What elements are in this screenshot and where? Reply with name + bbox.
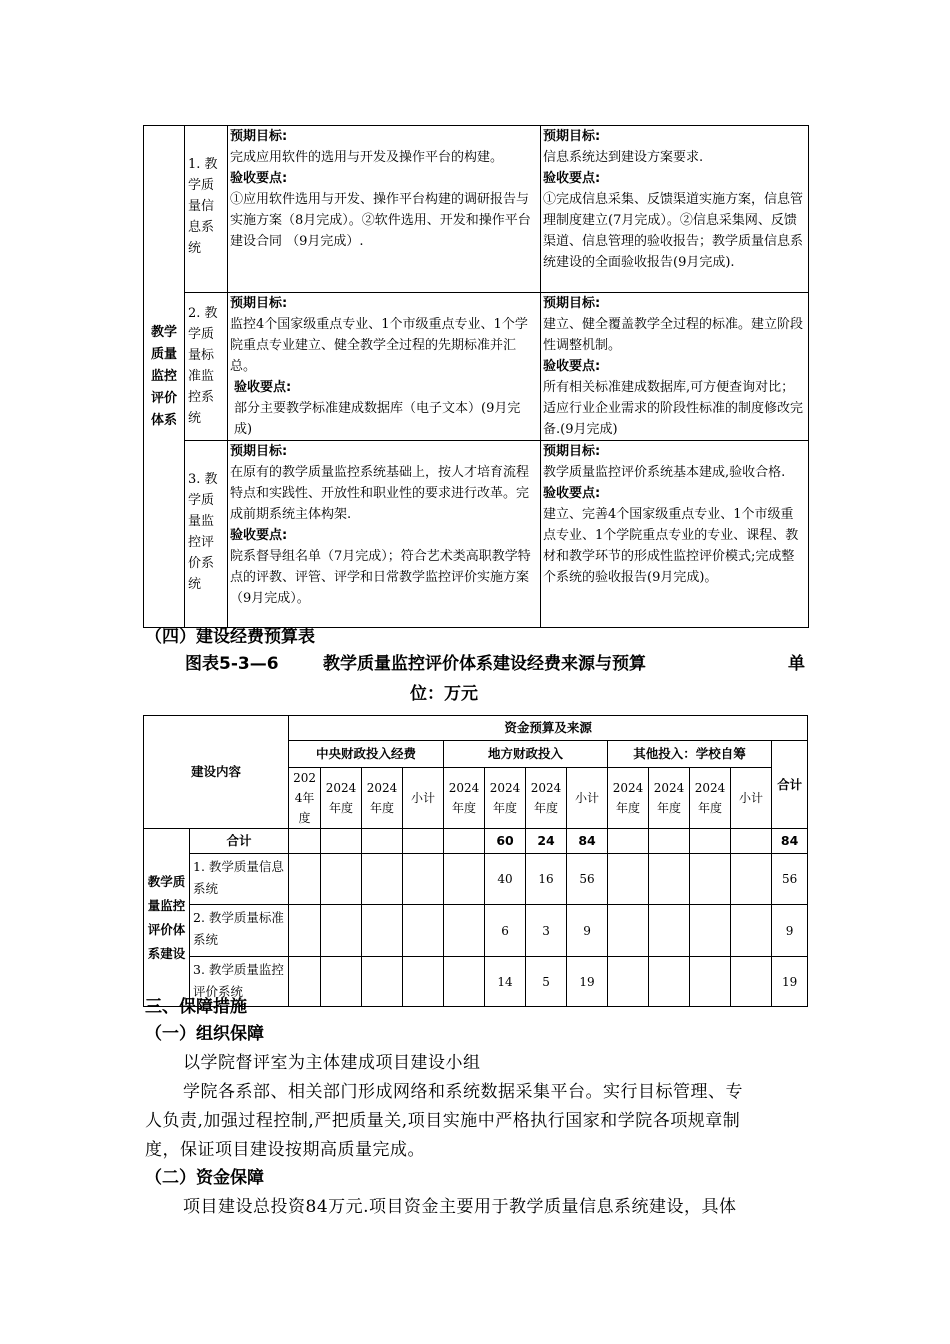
value-cell: 6 bbox=[485, 905, 526, 957]
goal-text: 教学质量监控评价系统基本建成,验收合格. bbox=[543, 465, 786, 480]
paragraph: 以学院督评室为主体建成项目建设小组 bbox=[183, 1053, 481, 1073]
value-cell: 19 bbox=[567, 957, 608, 1007]
value-cell: 14 bbox=[485, 957, 526, 1007]
item-cell: 2. 教学质量标准监控系统 bbox=[185, 293, 228, 441]
caption-unit: 位：万元 bbox=[410, 684, 478, 704]
check-text: 建立、完善4个国家级重点专业、1个市级重点专业、1个学院重点专业的专业、课程、教材和教学环节的形成性监控评价模式;完成整个系统的验收报告(9月完成)。 bbox=[543, 507, 799, 585]
goal-text: 在原有的教学质量监控系统基础上，按人才培育流程特点和实践性、开放性和职业性的要求进行改革。完成前期系统主体构架. bbox=[230, 465, 530, 522]
subtotal-header: 小计 bbox=[403, 768, 444, 829]
value-cell: 56 bbox=[567, 854, 608, 905]
check-label: 验收要点: bbox=[543, 171, 601, 186]
check-text: 所有相关标准建成数据库,可方便查询对比；适应行业企业需求的阶段性标准的制度修改完备.(9月完成) bbox=[543, 380, 804, 437]
total-header: 合计 bbox=[772, 741, 808, 829]
left-cell bbox=[228, 441, 541, 628]
value-cell: 40 bbox=[485, 854, 526, 905]
row-label: 合计 bbox=[190, 829, 289, 854]
content-header: 建设内容 bbox=[144, 716, 289, 829]
total-cell: 9 bbox=[772, 905, 808, 957]
value-cell: 24 bbox=[526, 829, 567, 854]
value-cell: 16 bbox=[526, 854, 567, 905]
value-cell: 60 bbox=[485, 829, 526, 854]
value-cell: 9 bbox=[567, 905, 608, 957]
goal-text: 监控4个国家级重点专业、1个市级重点专业、1个学院重点专业建立、健全教学全过程的先期标准并汇总。 bbox=[230, 317, 528, 374]
table-row bbox=[144, 441, 809, 628]
right-cell bbox=[541, 293, 809, 441]
caption-title: 教学质量监控评价体系建设经费来源与预算 bbox=[323, 654, 646, 674]
year-header: 2024年度 bbox=[690, 768, 731, 829]
table-row bbox=[144, 126, 809, 293]
year-header: 2024年度 bbox=[289, 768, 321, 829]
row-label: 1. 教学质量信息系统 bbox=[190, 854, 289, 905]
year-header: 2024年度 bbox=[526, 768, 567, 829]
caption-unit-prefix: 单 bbox=[788, 654, 805, 674]
goal-text: 建立、健全覆盖教学全过程的标准。建立阶段性调整机制。 bbox=[543, 317, 804, 353]
check-text: 部分主要教学标准建成数据库（电子文本）(9月完成) bbox=[234, 401, 521, 437]
goal-label: 预期目标: bbox=[543, 129, 601, 144]
left-cell bbox=[228, 126, 541, 293]
item-cell: 1. 教学质量信息系统 bbox=[185, 126, 228, 293]
total-row bbox=[144, 829, 808, 854]
year-header: 2024年度 bbox=[321, 768, 362, 829]
year-header: 2024年度 bbox=[649, 768, 690, 829]
table-row bbox=[144, 905, 808, 957]
table-row bbox=[144, 293, 809, 441]
value-cell: 3 bbox=[526, 905, 567, 957]
header-row bbox=[144, 716, 808, 741]
check-label: 验收要点: bbox=[234, 380, 292, 395]
check-text: 院系督导组名单（7月完成）；符合艺术类高职教学特点的评教、评管、评学和日常教学监控评价实施方案（9月完成）。 bbox=[230, 549, 531, 606]
check-text: ①应用软件选用与开发、操作平台构建的调研报告与实施方案（8月完成）。②软件选用、开发和操作平台建设合同 （9月完成）. bbox=[230, 192, 531, 249]
group-local: 地方财政投入 bbox=[444, 741, 608, 768]
total-cell: 84 bbox=[772, 829, 808, 854]
value-cell: 5 bbox=[526, 957, 567, 1007]
subtotal-header: 小计 bbox=[731, 768, 772, 829]
category-cell: 教学质量监控评价体系建设 bbox=[144, 829, 190, 1007]
category-cell: 教学质量监控评价体系 bbox=[144, 126, 185, 628]
right-cell bbox=[541, 441, 809, 628]
year-header: 2024年度 bbox=[362, 768, 403, 829]
year-header: 2024年度 bbox=[608, 768, 649, 829]
targets-table bbox=[143, 125, 809, 628]
goal-label: 预期目标: bbox=[543, 444, 601, 459]
goal-label: 预期目标: bbox=[230, 129, 288, 144]
row-label: 3. 教学质量监控评价系统 bbox=[190, 957, 289, 1007]
caption-fig: 图表5-3—6 bbox=[185, 654, 279, 674]
funds-header: 资金预算及来源 bbox=[289, 716, 808, 741]
item-cell: 3. 教学质量监控评价系统 bbox=[185, 441, 228, 628]
goal-label: 预期目标: bbox=[543, 296, 601, 311]
paragraph: 度，保证项目建设按期高质量完成。 bbox=[145, 1140, 425, 1160]
left-cell bbox=[228, 293, 541, 441]
check-label: 验收要点: bbox=[543, 486, 601, 501]
check-label: 验收要点: bbox=[230, 528, 288, 543]
total-cell: 56 bbox=[772, 854, 808, 905]
row-label: 2. 教学质量标准系统 bbox=[190, 905, 289, 957]
paragraph: 学院各系部、相关部门形成网络和系统数据采集平台。实行目标管理、专 bbox=[183, 1082, 743, 1102]
check-text: ①完成信息采集、反馈渠道实施方案，信息管理制度建立(7月完成）。②信息采集网、反馈渠道、信息管理的验收报告；教学质量信息系统建设的全面验收报告(9月完成). bbox=[543, 192, 804, 270]
group-other: 其他投入：学校自筹 bbox=[608, 741, 772, 768]
section-heading: 三、保障措施 bbox=[145, 997, 247, 1017]
goal-label: 预期目标: bbox=[230, 444, 288, 459]
paragraph: 人负责,加强过程控制,严把质量关,项目实施中严格执行国家和学院各项规章制 bbox=[145, 1111, 741, 1131]
goal-text: 完成应用软件的选用与开发及操作平台的构建。 bbox=[230, 150, 504, 165]
subsection-heading: （一）组织保障 bbox=[145, 1024, 264, 1044]
paragraph: 项目建设总投资84万元.项目资金主要用于教学质量信息系统建设，具体 bbox=[183, 1197, 737, 1217]
subsection-heading: （二）资金保障 bbox=[145, 1168, 264, 1188]
subtotal-header: 小计 bbox=[567, 768, 608, 829]
goal-label: 预期目标: bbox=[230, 296, 288, 311]
table-row bbox=[144, 854, 808, 905]
check-label: 验收要点: bbox=[543, 359, 601, 374]
group-central: 中央财政投入经费 bbox=[289, 741, 444, 768]
right-cell bbox=[541, 126, 809, 293]
budget-table bbox=[143, 715, 808, 1007]
total-cell: 19 bbox=[772, 957, 808, 1007]
section-heading: （四）建设经费预算表 bbox=[145, 627, 315, 647]
goal-text: 信息系统达到建设方案要求. bbox=[543, 150, 704, 165]
year-header: 2024年度 bbox=[485, 768, 526, 829]
check-label: 验收要点: bbox=[230, 171, 288, 186]
value-cell: 84 bbox=[567, 829, 608, 854]
year-header: 2024年度 bbox=[444, 768, 485, 829]
